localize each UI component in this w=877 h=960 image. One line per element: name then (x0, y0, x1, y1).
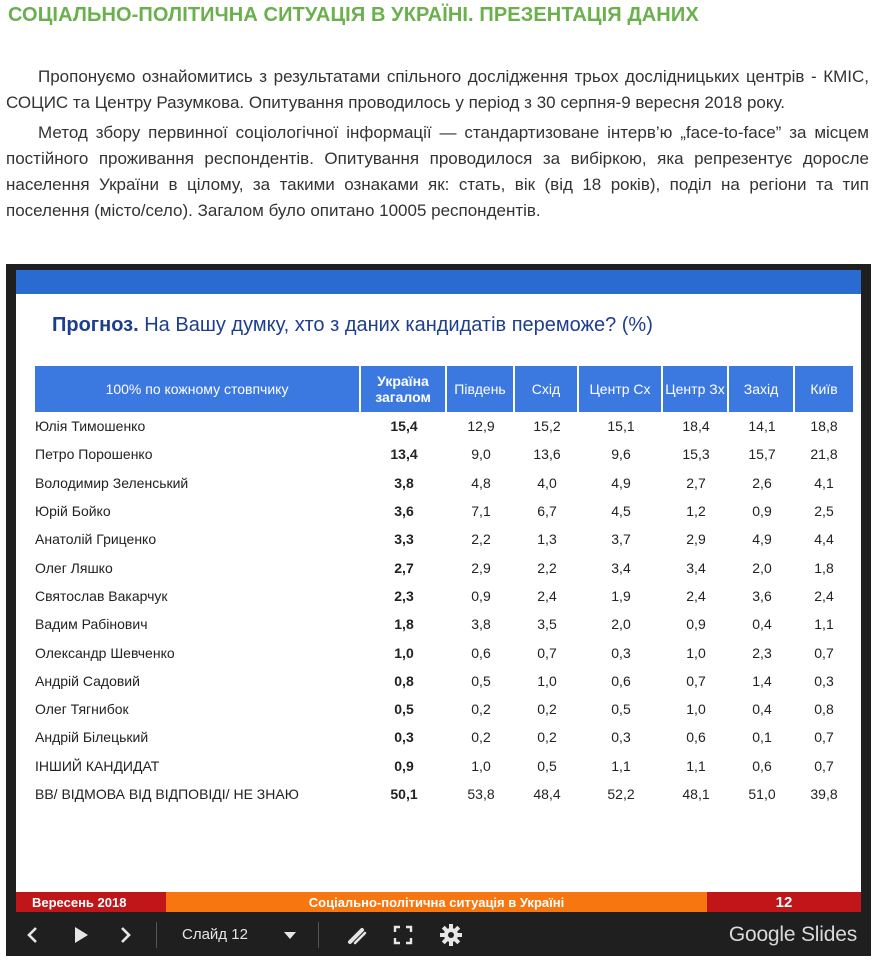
table-cell: 0,3 (611, 644, 631, 661)
table-cell: 7,1 (471, 503, 491, 520)
google-slides-brand[interactable]: Google Slides (728, 923, 857, 946)
table-cell: 0,6 (471, 644, 491, 661)
table-cell: 1,0 (686, 644, 706, 661)
table-cell: 52,2 (607, 786, 635, 802)
table-cell: 0,7 (686, 672, 706, 689)
table-cell: 1,0 (471, 757, 491, 774)
slide[interactable] (16, 270, 861, 912)
table-cell: 0,2 (537, 701, 557, 718)
table-cell: 1,4 (752, 672, 772, 689)
table-cell: 1,9 (611, 587, 631, 604)
table-cell: 0,7 (814, 729, 834, 746)
table-cell: 51,0 (748, 786, 776, 802)
table-cell: 13,6 (533, 446, 561, 463)
candidate-name: Володимир Зеленський (35, 474, 189, 491)
table-row (35, 752, 853, 780)
next-slide-button[interactable] (110, 914, 140, 956)
slide-selector-label[interactable]: Слайд 12 (182, 926, 248, 943)
gear-icon (439, 923, 463, 947)
table-cell: 0,2 (537, 729, 557, 746)
candidate-name: Святослав Вакарчук (35, 587, 168, 604)
chevron-down-icon (283, 930, 297, 940)
table-cell-total: 1,8 (394, 616, 414, 633)
table-cell: 15,1 (607, 418, 635, 435)
candidate-name: ВВ/ ВІДМОВА ВІД ВІДПОВІДІ/ НЕ ЗНАЮ (35, 786, 299, 802)
column-header: Київ (795, 366, 853, 412)
table-row (35, 695, 853, 723)
table-row (35, 440, 853, 468)
table-cell: 1,1 (611, 757, 631, 774)
column-header: Захід (729, 366, 795, 412)
table-cell: 0,5 (471, 672, 491, 689)
candidate-name: Анатолій Гриценко (35, 531, 157, 548)
slide-heading-bold: Прогноз. (52, 314, 139, 336)
table-cell-total: 3,6 (394, 503, 414, 520)
table-cell: 15,2 (533, 418, 561, 435)
table-cell: 2,4 (686, 587, 706, 604)
table-cell: 0,8 (814, 701, 834, 718)
candidate-name: Олег Ляшко (35, 559, 113, 576)
table-cell: 3,8 (471, 616, 491, 633)
intro-text (6, 64, 869, 228)
table-cell: 9,6 (611, 446, 631, 463)
table-row (35, 469, 853, 497)
table-row (35, 497, 853, 525)
table-row (35, 780, 853, 808)
table-row (35, 610, 853, 638)
table-cell: 0,9 (471, 587, 491, 604)
play-icon (73, 926, 89, 944)
table-cell: 3,4 (686, 559, 706, 576)
table-cell: 0,4 (752, 616, 772, 633)
table-cell: 1,1 (686, 757, 706, 774)
table-cell: 2,3 (752, 644, 772, 661)
table-cell-total: 0,8 (394, 672, 414, 689)
table-cell: 4,5 (611, 503, 631, 520)
settings-button[interactable] (434, 914, 468, 956)
candidate-name: Вадим Рабінович (35, 616, 148, 633)
table-cell: 1,0 (686, 701, 706, 718)
table-row (35, 412, 853, 440)
candidate-name: ІНШИЙ КАНДИДАТ (35, 757, 160, 774)
slide-top-bar (16, 270, 861, 294)
table-cell: 0,7 (814, 757, 834, 774)
column-header: Центр Сх (579, 366, 663, 412)
table-cell: 0,3 (611, 729, 631, 746)
table-cell: 4,9 (752, 531, 772, 548)
table-cell: 2,0 (752, 559, 772, 576)
table-cell: 0,7 (814, 644, 834, 661)
table-cell-total: 3,3 (394, 531, 414, 548)
slides-embed (6, 264, 871, 956)
table-cell: 0,9 (686, 616, 706, 633)
table-cell: 15,7 (748, 446, 776, 463)
table-cell: 53,8 (467, 786, 495, 802)
column-header: Центр Зх (663, 366, 729, 412)
table-cell: 0,6 (686, 729, 706, 746)
table-cell: 2,6 (752, 474, 772, 491)
table-cell: 18,8 (810, 418, 838, 435)
footer-topic: Соціально-політична ситуація в Україні (166, 892, 707, 912)
table-cell: 18,4 (682, 418, 710, 435)
table-cell-total: 13,4 (390, 446, 418, 463)
player-toolbar (6, 914, 871, 956)
candidate-name: Андрій Білецький (35, 729, 149, 746)
table-cell: 2,2 (471, 531, 491, 548)
table-cell: 21,8 (810, 446, 838, 463)
laser-pointer-button[interactable] (342, 914, 372, 956)
table-cell: 48,4 (533, 786, 561, 802)
table-cell-total: 2,7 (394, 559, 414, 576)
table-cell: 4,8 (471, 474, 491, 491)
table-cell-total: 15,4 (390, 418, 418, 435)
table-cell: 2,2 (537, 559, 557, 576)
table-cell: 4,1 (814, 474, 834, 491)
table-row (35, 667, 853, 695)
table-row (35, 553, 853, 581)
table-cell: 3,4 (611, 559, 631, 576)
play-button[interactable] (64, 914, 98, 956)
table-cell-total: 50,1 (390, 786, 418, 802)
column-header: Схід (515, 366, 579, 412)
column-header: Південь (447, 366, 515, 412)
slide-heading-text: На Вашу думку, хто з даних кандидатів переможе? (%) (138, 314, 653, 336)
results-table (35, 366, 853, 808)
table-cell: 3,5 (537, 616, 557, 633)
intro-paragraph: Пропонуємо ознайомитись з результатами спільного дослідження трьох дослідницьких центрів - КМІС, СОЦИС та Центру Разумкова. Опитування проводилось у період з 30 серпня-9 вересня 2018 року. (6, 67, 869, 112)
table-cell-total: 0,5 (394, 701, 414, 718)
table-cell: 0,7 (537, 644, 557, 661)
footer-page-number: 12 (707, 892, 861, 912)
table-row (35, 525, 853, 553)
slide-selector-dropdown[interactable] (276, 914, 304, 956)
table-cell: 0,6 (611, 672, 631, 689)
table-row (35, 582, 853, 610)
table-cell: 15,3 (682, 446, 710, 463)
table-cell-total: 0,9 (394, 757, 414, 774)
table-cell: 1,1 (814, 616, 834, 633)
column-header: Україна загалом (361, 366, 447, 412)
table-cell: 1,3 (537, 531, 557, 548)
slide-heading (52, 314, 653, 337)
candidate-name: Андрій Садовий (35, 672, 140, 689)
toolbar-divider (156, 922, 157, 948)
table-cell: 0,6 (752, 757, 772, 774)
table-cell: 3,6 (752, 587, 772, 604)
table-cell: 2,5 (814, 503, 834, 520)
table-cell: 2,4 (814, 587, 834, 604)
table-cell: 0,2 (471, 701, 491, 718)
column-header: 100% по кожному стовпчику (35, 366, 361, 412)
table-cell: 0,4 (752, 701, 772, 718)
chevron-right-icon (118, 926, 132, 944)
table-header-row (35, 366, 853, 412)
table-cell: 6,7 (537, 503, 557, 520)
fullscreen-icon (393, 925, 413, 945)
table-cell: 0,1 (752, 729, 772, 746)
table-row (35, 723, 853, 751)
toolbar-divider (318, 922, 319, 948)
table-cell: 9,0 (471, 446, 491, 463)
table-cell: 14,1 (748, 418, 776, 435)
pen-icon (346, 924, 368, 946)
page-title: СОЦІАЛЬНО-ПОЛІТИЧНА СИТУАЦІЯ В УКРАЇНІ. ПРЕЗЕНТАЦІЯ ДАНИХ (8, 4, 699, 26)
candidate-name: Петро Порошенко (35, 446, 153, 463)
table-row (35, 638, 853, 666)
table-cell: 1,8 (814, 559, 834, 576)
table-cell-total: 3,8 (394, 474, 414, 491)
previous-slide-button[interactable] (18, 914, 48, 956)
table-cell: 0,5 (537, 757, 557, 774)
table-cell: 12,9 (467, 418, 495, 435)
table-cell: 4,0 (537, 474, 557, 491)
table-cell: 0,9 (752, 503, 772, 520)
intro-paragraph: Метод збору первинної соціологічної інформації — стандартизоване інтерв’ю „face-to-face” за місцем постійного проживання респондентів. Опитування проводилося за вибіркою, яка репрезентує доросле населення України в цілому, за такими ознаками як: стать, вік (від 18 років), поділ на регіони та тип поселення (місто/село). Загалом було опитано 10005 респондентів. (6, 123, 869, 220)
candidate-name: Олександр Шевченко (35, 644, 175, 661)
table-cell: 48,1 (682, 786, 710, 802)
slide-footer (16, 892, 861, 912)
table-cell: 0,3 (814, 672, 834, 689)
table-cell: 2,9 (471, 559, 491, 576)
table-cell: 2,4 (537, 587, 557, 604)
table-cell: 4,9 (611, 474, 631, 491)
table-cell: 0,5 (611, 701, 631, 718)
table-cell: 1,2 (686, 503, 706, 520)
table-cell: 2,7 (686, 474, 706, 491)
table-cell: 2,9 (686, 531, 706, 548)
table-cell: 1,0 (537, 672, 557, 689)
table-cell-total: 1,0 (394, 644, 414, 661)
candidate-name: Олег Тягнибок (35, 701, 129, 718)
table-cell-total: 0,3 (394, 729, 414, 746)
table-cell: 4,4 (814, 531, 834, 548)
candidate-name: Юлія Тимошенко (35, 418, 146, 435)
table-cell: 2,0 (611, 616, 631, 633)
chevron-left-icon (26, 926, 40, 944)
table-cell: 3,7 (611, 531, 631, 548)
fullscreen-button[interactable] (388, 914, 418, 956)
table-cell: 0,2 (471, 729, 491, 746)
table-cell: 39,8 (810, 786, 838, 802)
table-cell-total: 2,3 (394, 587, 414, 604)
candidate-name: Юрій Бойко (35, 503, 111, 520)
footer-date: Вересень 2018 (16, 892, 166, 912)
